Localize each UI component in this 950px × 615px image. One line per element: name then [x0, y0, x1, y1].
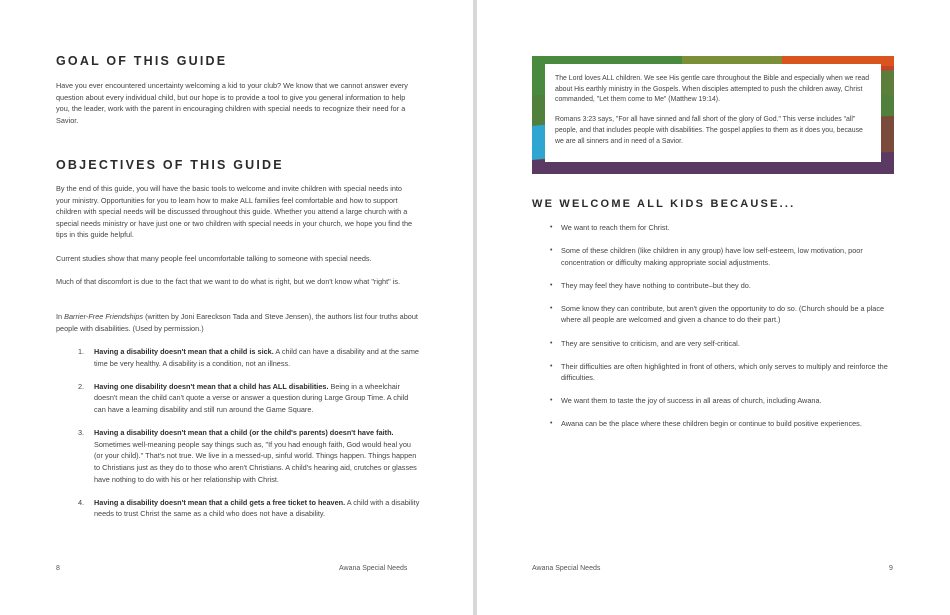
truth-item [56, 381, 420, 416]
quote-paragraph-1: The Lord loves ALL children. We see His gentle care throughout the Bible and especially when we read about His earthly ministry in the Gospels. When disciples attempted to push the children away, Christ commanded, "Let them come to Me" (Matthew 19:14). [555, 75, 870, 104]
right-page [477, 0, 950, 615]
quote-box [545, 64, 881, 162]
objectives-paragraph-4 [56, 311, 418, 334]
truth-item [56, 427, 420, 485]
truth-item [56, 497, 420, 520]
reason-item: • We want to reach them for Christ. [555, 222, 895, 234]
truth-number: 1. [78, 347, 85, 356]
book-title: Barrier-Free Friendships [64, 312, 144, 321]
right-footer-title: Awana Special Needs [532, 565, 601, 572]
reason-item: • They may feel they have nothing to contribute–but they do. [555, 280, 895, 292]
truth-number: 4. [78, 497, 85, 507]
reason-item: • Some know they can contribute, but aren't given the opportunity to do so. (Church should be a place where all people are welcomed and given a chance to do their part.) [555, 303, 895, 326]
objectives-heading: OBJECTIVES OF THIS GUIDE [56, 158, 284, 172]
reason-item: • Awana can be the place where these children begin or continue to build positive experiences. [555, 418, 895, 430]
truth-text: A child can have a disability and at the same time be very healthy. A disability is a condition, not an illness. [94, 347, 419, 368]
truth-text: Being in a wheelchair doesn't mean the child can't quote a verse or answer a question during Large Group Time. A child can have a learning disability and still run around the Game Square. [94, 381, 409, 414]
truth-text: Sometimes well-meaning people say things such as, "If you had enough faith, God would heal you (or your child)." That's not true. We live in a messed-up, sinful world. Things happen. Things happen to Christians just as they do to those who aren't Christians. A child's hearing aid, crutches or glasses have nothing to do with his or her relationship with Christ. [94, 439, 417, 484]
truth-item [56, 346, 420, 369]
goal-text: Have you ever encountered uncertainty welcoming a kid to your club? We know that we cannot answer every question about every individual child, but our hope is to provide a tool to give you general information to help you, the leader, work with the parent in encouraging children with special needs to recognize their need for a Savior. [56, 81, 408, 125]
welcome-heading: WE WELCOME ALL KIDS BECAUSE... [532, 198, 796, 210]
reasons-list [555, 222, 895, 442]
reason-item: • They are sensitive to criticism, and are very self-critical. [555, 338, 895, 350]
reason-item: • Some of these children (like children in any group) have low self-esteem, low motivation, poor concentration or difficulty making appropriate social adjustments. [555, 245, 895, 268]
paragraph-4-prefix: In [56, 312, 65, 321]
objectives-paragraph-3: Much of that discomfort is due to the fact that we want to do what is right, but we don't know what "right" is. [56, 277, 401, 286]
paragraph-4-suffix: (written by Joni Eareckson Tada and Steve Jensen), the authors list four truths about people with disabilities. (Used by permission.) [56, 312, 418, 333]
reason-item: • We want them to taste the joy of success in all areas of church, including Awana. [555, 395, 895, 407]
objectives-paragraph-1: By the end of this guide, you will have the basic tools to welcome and invite children with special needs into your ministry. Opportunities for you to learn how to make ALL families feel comfortable and how to support children with special needs will be discussed throughout this guide. Whether you attend a large church with a special needs ministry or have just one or two children with special needs in your church, we hope you find the tips in this guide helpful. [56, 184, 413, 240]
truths-list [56, 346, 420, 532]
right-page-number: 9 [889, 565, 893, 572]
truth-text: A child with a disability needs to trust Christ the same as a child who does not have a disability. [94, 497, 420, 519]
truth-number: 3. [78, 428, 85, 438]
truth-bold: Having a disability doesn't mean that a child is sick. [94, 347, 274, 356]
left-page [0, 0, 473, 615]
objectives-paragraph-2: Current studies show that many people feel uncomfortable talking to someone with special needs. [56, 254, 372, 263]
truth-number: 2. [78, 381, 85, 391]
truth-bold: Having a disability doesn't mean that a child gets a free ticket to heaven. [94, 497, 346, 507]
goal-heading: GOAL OF THIS GUIDE [56, 54, 228, 68]
rainbow-quote-banner [532, 56, 894, 174]
truth-bold: Having a disability doesn't mean that a child (or the child's parents) doesn't have faith. [94, 428, 394, 438]
left-footer-title: Awana Special Needs [339, 565, 408, 572]
reason-item: • Their difficulties are often highlighted in front of others, which only serves to multiply and reinforce the difficulties. [555, 361, 895, 384]
quote-paragraph-2: Romans 3:23 says, "For all have sinned and fall short of the glory of God." This verse includes "all" people, and that includes people with disabilities. The gospel applies to them as it does you, because we are all sinners and in need of a Savior. [555, 116, 863, 145]
truth-bold: Having one disability doesn't mean that a child has ALL disabilities. [94, 381, 329, 391]
left-page-number: 8 [56, 565, 60, 572]
